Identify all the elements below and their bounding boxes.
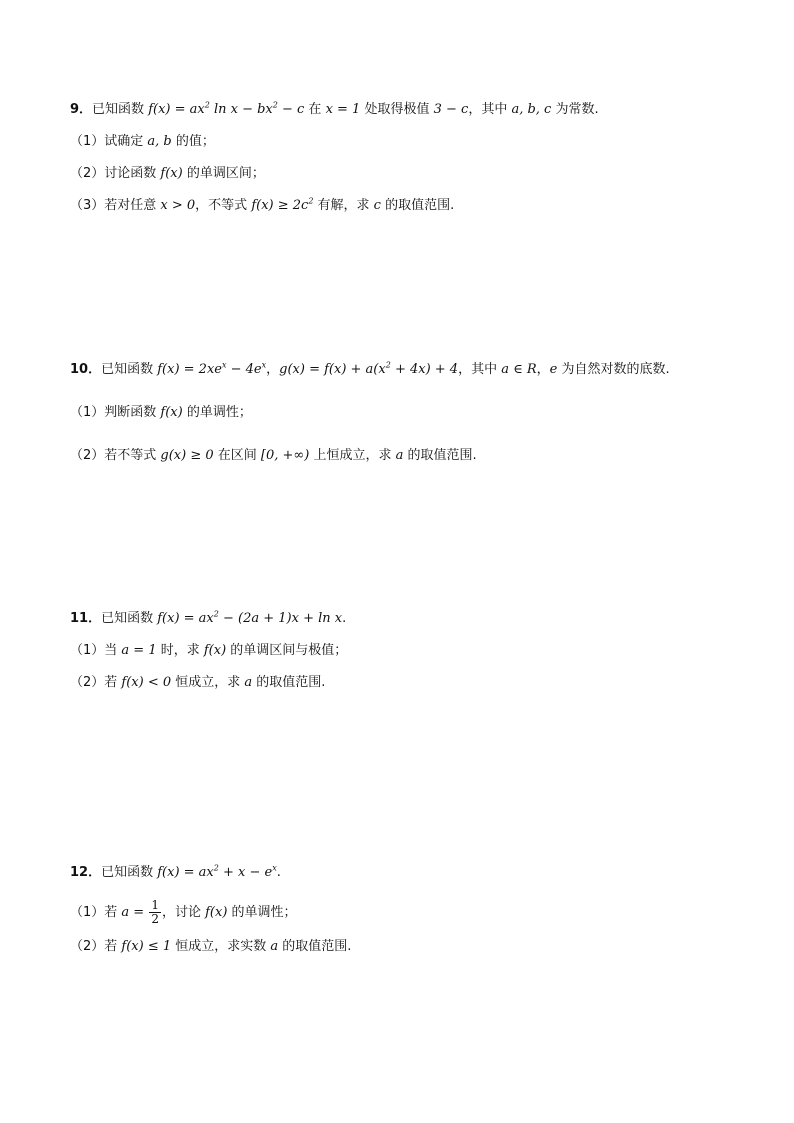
problem-stem <box>70 863 281 883</box>
fraction-numerator: 1 <box>151 898 159 912</box>
problem-stem <box>70 100 599 120</box>
sub-question-1 <box>70 132 215 152</box>
question-text: （1）试确定 <box>70 134 148 149</box>
sub-question-2 <box>70 446 477 466</box>
problem-number: 10． <box>70 362 102 377</box>
math-expression: $g(x) = f(x) + a(x^2 + 4x) + 4$ <box>279 360 459 377</box>
question-text: 为自然对数的底数. <box>557 362 670 377</box>
question-text: 的取值范围. <box>252 675 326 690</box>
problem-stem <box>70 609 346 629</box>
question-text: 恒成立，求实数 <box>171 939 271 954</box>
problem-number: 11． <box>70 611 102 626</box>
question-text: 的单调性； <box>227 905 297 920</box>
math-expression: [0, +∞) <box>260 448 310 463</box>
question-text: . <box>276 865 281 880</box>
question-text: 在 <box>304 102 326 117</box>
math-expression: $f(x) = ax^2$ $\ln x - bx^2 - c$ <box>148 100 305 117</box>
math-expression: 3 − c <box>433 102 469 117</box>
question-text: 的单调区间与极值； <box>226 643 348 658</box>
math-expression: a ∈ R <box>501 362 537 377</box>
question-text: ，讨论 <box>161 905 206 920</box>
sub-question-1 <box>70 641 347 661</box>
sub-question-2 <box>70 673 325 693</box>
question-text: 的取值范围. <box>278 939 352 954</box>
math-expression: a = 1 <box>121 643 157 658</box>
sub-question-3 <box>70 196 454 216</box>
question-text: ， <box>266 362 280 377</box>
math-expression: f(x) <box>203 643 227 658</box>
math-expression: a <box>270 939 279 954</box>
question-text: . <box>342 611 347 626</box>
question-text: 恒成立，求 <box>171 675 245 690</box>
question-text: （2）讨论函数 <box>70 166 161 181</box>
math-expression: a <box>395 448 404 463</box>
sub-question-1 <box>70 899 297 926</box>
math-expression: $f(x) = ax^2 + x - e^x$ <box>157 863 277 880</box>
math-expression: g(x) ≥ 0 <box>160 448 214 463</box>
math-expression: a, b <box>147 134 172 149</box>
stem-content <box>101 611 346 626</box>
math-expression: f(x) <box>205 905 228 920</box>
question-text: ， <box>536 362 550 377</box>
question-text: 有解，求 <box>313 198 374 213</box>
question-text: ，其中 <box>468 102 512 117</box>
problem-number: 12． <box>70 865 102 880</box>
question-text: 的单调区间； <box>182 166 265 181</box>
math-expression: c <box>373 198 381 213</box>
math-expression: f(x) < 0 <box>121 675 172 690</box>
question-text: 的取值范围. <box>403 448 477 463</box>
fraction-denominator: 2 <box>151 912 159 926</box>
question-text: ，不等式 <box>195 198 252 213</box>
question-text: 的单调性； <box>182 405 252 420</box>
question-text: 已知函数 <box>101 865 158 880</box>
question-text: 已知函数 <box>101 611 158 626</box>
math-expression: a <box>244 675 253 690</box>
math-expression: e <box>549 362 558 377</box>
stem-content <box>101 362 670 377</box>
fraction <box>149 899 161 926</box>
math-expression: f(x) ≤ 1 <box>121 939 172 954</box>
question-text: 已知函数 <box>101 362 158 377</box>
question-text: （2）若 <box>70 939 122 954</box>
question-text: 处取得极值 <box>360 102 434 117</box>
math-expression: a, b, c <box>511 102 552 117</box>
question-text: 在区间 <box>213 448 261 463</box>
question-text: 的值； <box>171 134 215 149</box>
question-text: 上恒成立，求 <box>309 448 396 463</box>
question-text: 为常数. <box>551 102 599 117</box>
sub-question-1 <box>70 403 252 423</box>
question-text: （1）判断函数 <box>70 405 161 420</box>
question-text: （1）若 <box>70 905 122 920</box>
question-text: ，其中 <box>458 362 502 377</box>
question-text: 时，求 <box>156 643 204 658</box>
problem-stem <box>70 360 670 380</box>
math-expression: $f(x) = ax^2 - (2a + 1)x + \ln x$ <box>157 609 343 626</box>
sub-question-2 <box>70 937 351 957</box>
math-expression: f(x) <box>160 166 183 181</box>
math-expression: a = <box>121 905 149 920</box>
math-expression: $f(x) \ge 2c^2$ <box>251 196 314 213</box>
question-text: （3）若对任意 <box>70 198 161 213</box>
math-expression: x = 1 <box>325 102 361 117</box>
math-expression: f(x) <box>160 405 183 420</box>
question-text: （2）若 <box>70 675 122 690</box>
sub-question-2 <box>70 164 265 184</box>
math-expression: x > 0 <box>160 198 196 213</box>
math-expression: $f(x) = 2xe^x - 4e^x$ <box>157 360 267 377</box>
question-text: （1）当 <box>70 643 122 658</box>
question-text: 已知函数 <box>92 102 149 117</box>
stem-content <box>92 102 599 117</box>
problem-number: 9． <box>70 102 93 117</box>
question-text: 的取值范围. <box>380 198 455 213</box>
stem-content <box>101 865 281 880</box>
question-text: （2）若不等式 <box>70 448 161 463</box>
